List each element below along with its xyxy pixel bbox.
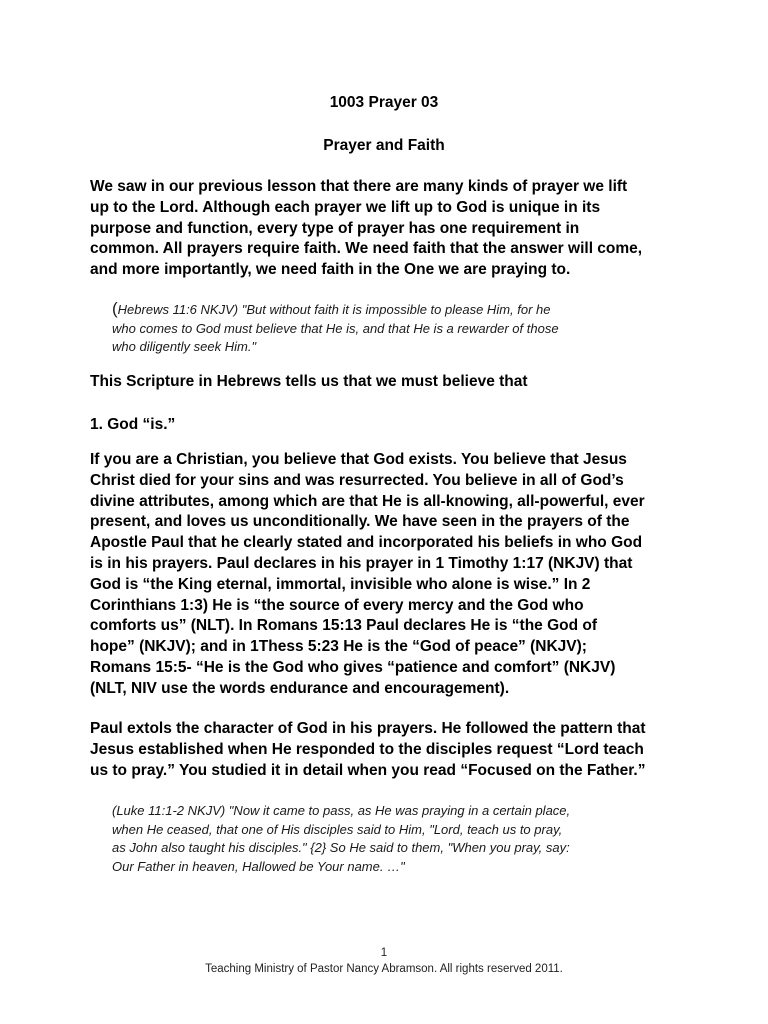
paragraph-line: common. All prayers require faith. We need faith that the answer will come,	[90, 240, 643, 258]
paragraph-line: and more importantly, we need faith in the One we are praying to.	[90, 261, 571, 279]
quote-line: (Luke 11:1-2 NKJV) "Now it came to pass, as He was praying in a certain place,	[112, 803, 571, 818]
document-title: 1003 Prayer 03	[329, 94, 439, 111]
paragraph-line: Apostle Paul that he clearly stated and incorporated his beliefs in who God	[90, 534, 643, 552]
paragraph-line: divine attributes, among which are that He is all-knowing, all-powerful, ever	[90, 492, 645, 510]
paragraph-line: Corinthians 1:3) He is “the source of every mercy and the God who	[90, 596, 584, 614]
paragraph-line: Paul extols the character of God in his prayers. He followed the pattern that	[90, 720, 646, 737]
paragraph-line: God is “the King eternal, immortal, invisible who alone is wise.” In 2	[90, 575, 591, 593]
copyright-footer: Teaching Ministry of Pastor Nancy Abramson. All rights reserved 2011.	[205, 963, 563, 975]
paragraph-line: If you are a Christian, you believe that God exists. You believe that Jesus	[90, 451, 627, 468]
scripture-quote-hebrews	[112, 301, 672, 357]
paragraph-line: Jesus established when He responded to the disciples request “Lord teach	[90, 740, 644, 758]
paragraph-line: us to pray.” You studied it in detail when you read “Focused on the Father.”	[90, 761, 646, 779]
paragraph-line: (NLT, NIV use the words endurance and encouragement).	[90, 679, 510, 697]
paragraph-hebrews-intro	[90, 372, 690, 393]
open-paren: (	[112, 299, 118, 318]
paragraph-line: is in his prayers. Paul declares in his prayer in 1 Timothy 1:17 (NKJV) that	[90, 554, 633, 572]
point-line: 1. God “is.”	[90, 416, 176, 433]
paragraph-line: Christ died for your sins and was resurrected. You believe in all of God’s	[90, 471, 624, 489]
quote-line: who diligently seek Him."	[112, 339, 257, 354]
quote-line: who comes to God must believe that He is, and that He is a rewarder of those	[112, 320, 559, 336]
paragraph-intro	[90, 177, 690, 281]
paragraph-paul-extols	[90, 719, 690, 781]
paragraph-line: This Scripture in Hebrews tells us that we must believe that	[90, 373, 528, 390]
paragraph-line: present, and loves us unconditionally. We have seen in the prayers of the	[90, 513, 630, 531]
paragraph-line: up to the Lord. Although each prayer we lift up to God is unique in its	[90, 198, 601, 216]
paragraph-line: We saw in our previous lesson that there are many kinds of prayer we lift	[90, 178, 628, 195]
document-subtitle: Prayer and Faith	[323, 137, 445, 154]
paragraph-line: hope” (NKJV); and in 1Thess 5:23 He is the “God of peace” (NKJV);	[90, 638, 587, 656]
quote-line: when He ceased, that one of His disciples said to Him, "Lord, teach us to pray,	[112, 821, 563, 837]
point-heading	[90, 415, 690, 436]
paragraph-god-is	[90, 450, 690, 700]
paragraph-line: purpose and function, every type of prayer has one requirement in	[90, 219, 580, 237]
paragraph-line: Romans 15:5- “He is the God who gives “patience and comfort” (NKJV)	[90, 658, 616, 676]
quote-line-text: Hebrews 11:6 NKJV) "But without faith it is impossible to please Him, for he	[117, 302, 551, 317]
quote-line	[112, 301, 672, 320]
page-number: 1	[380, 947, 388, 959]
quote-line: Our Father in heaven, Hallowed be Your name. …"	[112, 858, 405, 874]
quote-line: as John also taught his disciples." {2} So He said to them, "When you pray, say:	[112, 840, 570, 855]
paragraph-line: comforts us” (NLT). In Romans 15:13 Paul declares He is “the God of	[90, 617, 598, 635]
scripture-quote-luke	[112, 802, 672, 876]
